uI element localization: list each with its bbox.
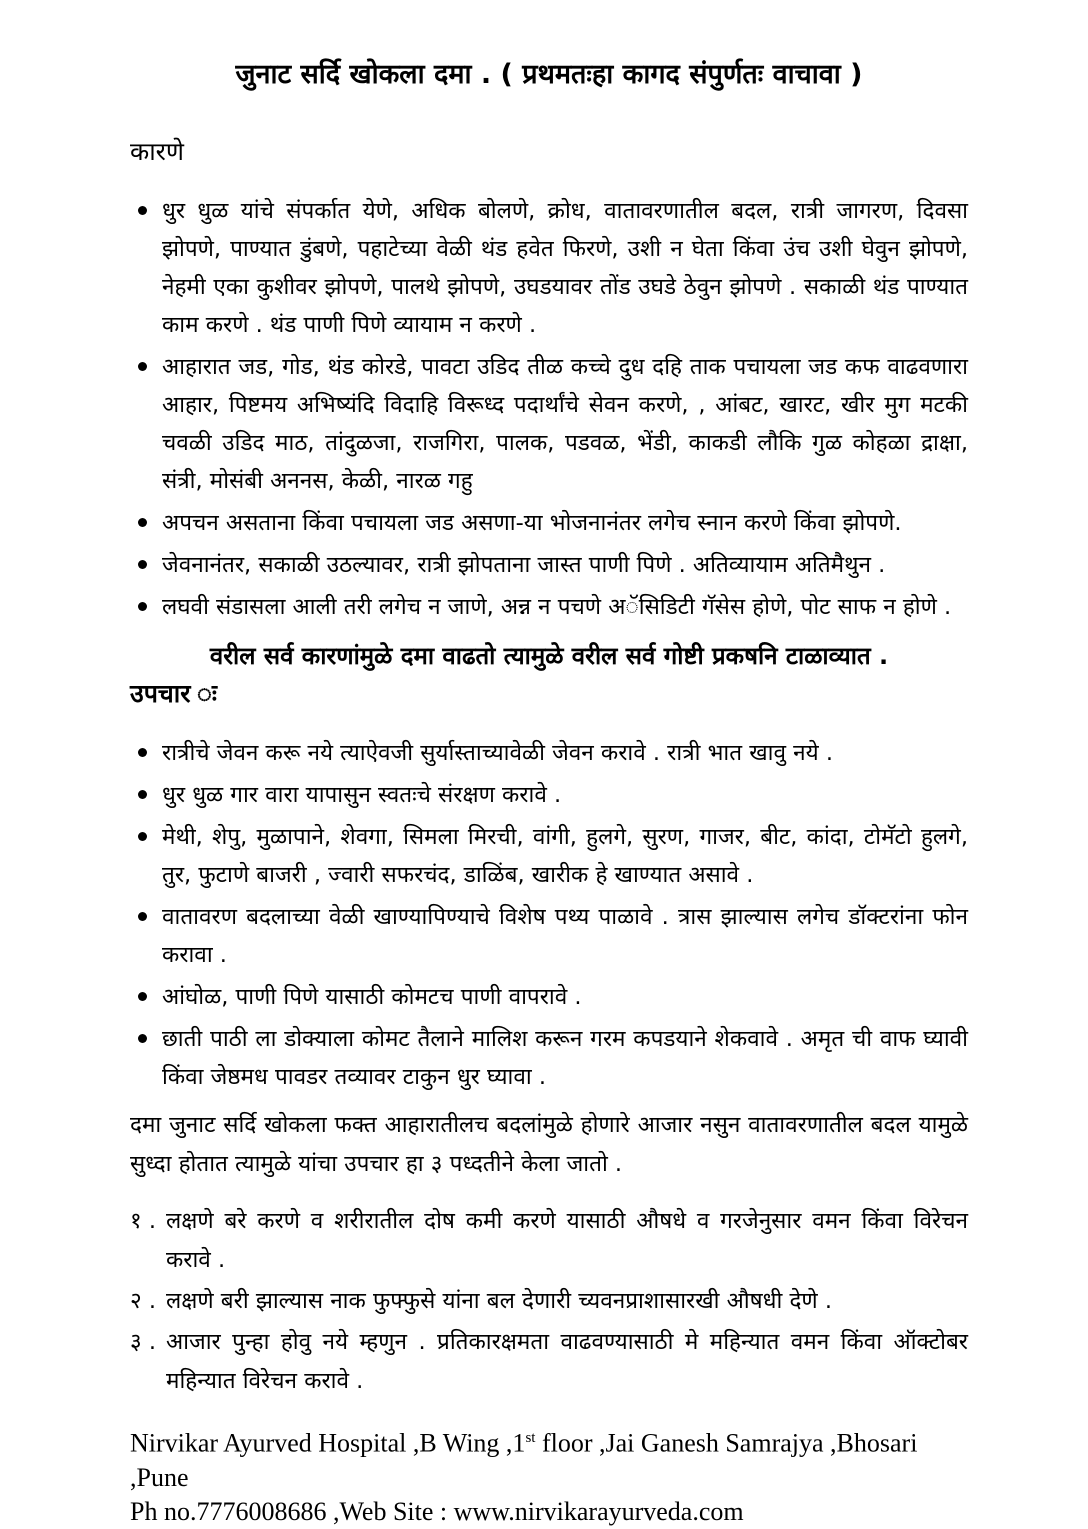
- cause-item-text: आहारात जड, गोड, थंड कोरडे, पावटा उडिद तीळ कच्चे दुध दहि ताक पचायला जड कफ वाढवणारा आहार, पिष्टमय अभिष्यंदि विदाहि विरूध्द पदार्थांचे सेवन करणे, , आंबट, खारट, खीर मुग मटकी चवळी उडिद माठ, तांदुळजा, राजगिरा, पालक, पडवळ, भेंडी, काकडी लौकि गुळ कोहळा द्राक्षा, संत्री, मोसंबी अननस, केळी, नारळ गहु: [162, 354, 968, 494]
- item-number: २ .: [130, 1288, 157, 1314]
- list-item: [130, 348, 968, 500]
- footer-floor-ordinal: st: [525, 1430, 536, 1446]
- treatment-heading: उपचार ः: [130, 679, 217, 708]
- list-item: [130, 978, 968, 1016]
- footer-address-suffix: floor ,Jai Ganesh Samrajya ,Bhosari ,Pune: [130, 1428, 918, 1492]
- page-title: जुनाट सर्दि खोकला दमा . ( प्रथमतःहा कागद संपुर्णतः वाचावा ): [235, 59, 863, 90]
- list-item: [130, 898, 968, 974]
- numbered-item: [130, 1282, 968, 1321]
- item-number: ३ .: [130, 1329, 157, 1355]
- numbered-item: [130, 1202, 968, 1280]
- bullet-icon: [138, 748, 147, 757]
- numbered-item-text: लक्षणे बरे करणे व शरीरातील दोष कमी करणे यासाठी औषधे व गरजेनुसार वमन किंवा विरेचन करावे .: [166, 1208, 968, 1273]
- list-item: [130, 734, 968, 772]
- cause-item-text: जेवनानंतर, सकाळी उठल्यावर, रात्री झोपताना जास्त पाणी पिणे . अतिव्यायाम अतिमैथुन .: [162, 552, 886, 578]
- warning-line: वरील सर्व कारणांमुळे दमा वाढतो त्यामुळे वरील सर्व गोष्टी प्रकषनि टाळाव्यात .: [209, 642, 889, 670]
- footer-contact: Ph no.7776008686 ,Web Site : www.nirvikarayurveda.com: [130, 1496, 744, 1526]
- treatment-item-text: धुर धुळ गार वारा यापासुन स्वतःचे संरक्षण करावे .: [162, 782, 562, 808]
- bullet-icon: [138, 1034, 147, 1043]
- cause-item-text: अपचन असताना किंवा पचायला जड असणा-या भोजनानंतर लगेच स्नान करणे किंवा झोपणे.: [162, 510, 902, 536]
- list-item: [130, 1020, 968, 1096]
- bullet-icon: [138, 560, 147, 569]
- bullet-icon: [138, 602, 147, 611]
- treatment-item-text: मेथी, शेपु, मुळापाने, शेवगा, सिमला मिरची, वांगी, हुलगे, सुरण, गाजर, बीट, कांदा, टोमॅटो हुलगे, तुर, फुटाणे बाजरी , ज्वारी सफरचंद, डाळिंब, खारीक हे खाण्यात असावे .: [162, 824, 968, 888]
- cause-item-text: धुर धुळ यांचे संपर्कात येणे, अधिक बोलणे, क्रोध, वातावरणातील बदल, रात्री जागरण, दिवसा झोपणे, पाण्यात डुंबणे, पहाटेच्या वेळी थंड हवेत फिरणे, उशी न घेता किंवा उंच उशी घेवुन झोपणे, नेहमी एका कुशीवर झोपणे, पालथे झोपणे, उघडयावर तोंड उघडे ठेवुन झोपणे . सकाळी थंड पाण्यात काम करणे . थंड पाणी पिणे व्यायाम न करणे .: [162, 198, 968, 338]
- list-item: [130, 818, 968, 894]
- item-number: १ .: [130, 1208, 157, 1234]
- footer: [130, 1421, 968, 1529]
- treatment-item-text: छाती पाठी ला डोक्याला कोमट तैलाने मालिश करून गरम कपडयाने शेकवावे . अमृत ची वाफ घ्यावी किंवा जेष्ठमध पावडर तव्यावर टाकुन धुर घ्यावा .: [162, 1026, 968, 1090]
- causes-list: [130, 192, 968, 626]
- bullet-icon: [138, 790, 147, 799]
- treatment-item-text: आंघोळ, पाणी पिणे यासाठी कोमटच पाणी वापरावे .: [162, 984, 582, 1010]
- numbered-item: [130, 1323, 968, 1401]
- list-item: [130, 192, 968, 344]
- causes-heading: कारणे: [130, 137, 184, 166]
- bullet-icon: [138, 832, 147, 841]
- list-item: [130, 776, 968, 814]
- footer-address: [130, 1421, 968, 1495]
- bullet-icon: [138, 362, 147, 371]
- list-item: [130, 588, 968, 626]
- numbered-list: [130, 1202, 968, 1401]
- list-item: [130, 546, 968, 584]
- bullet-icon: [138, 206, 147, 215]
- intro-paragraph: दमा जुनाट सर्दि खोकला फक्त आहारातीलच बदलांमुळे होणारे आजार नसुन वातावरणातील बदल यामुळे सुध्दा होतात त्यामुळे यांचा उपचार हा ३ पध्दतीने केला जातो .: [130, 1112, 968, 1177]
- treatment-list: [130, 734, 968, 1096]
- bullet-icon: [138, 912, 147, 921]
- list-item: [130, 504, 968, 542]
- cause-item-text: लघवी संडासला आली तरी लगेच न जाणे, अन्न न पचणे अॅसिडिटी गॅसेस होणे, पोट साफ न होणे .: [162, 594, 952, 620]
- bullet-icon: [138, 992, 147, 1001]
- bullet-icon: [138, 518, 147, 527]
- treatment-item-text: रात्रीचे जेवन करू नये त्याऐवजी सुर्यास्ताच्यावेळी जेवन करावे . रात्री भात खावु नये .: [162, 740, 833, 766]
- numbered-item-text: लक्षणे बरी झाल्यास नाक फुफ्फुसे यांना बल देणारी च्यवनप्राशासारखी औषधी देणे .: [166, 1288, 832, 1314]
- numbered-item-text: आजार पुन्हा होवु नये म्हणुन . प्रतिकारक्षमता वाढवण्यासाठी मे महिन्यात वमन किंवा ऑक्टोबर महिन्यात विरेचन करावे .: [166, 1329, 968, 1394]
- footer-address-prefix: Nirvikar Ayurved Hospital ,B Wing ,1: [130, 1428, 526, 1458]
- treatment-item-text: वातावरण बदलाच्या वेळी खाण्यापिण्याचे विशेष पथ्य पाळावे . त्रास झाल्यास लगेच डॉक्टरांना फोन करावा .: [162, 904, 968, 968]
